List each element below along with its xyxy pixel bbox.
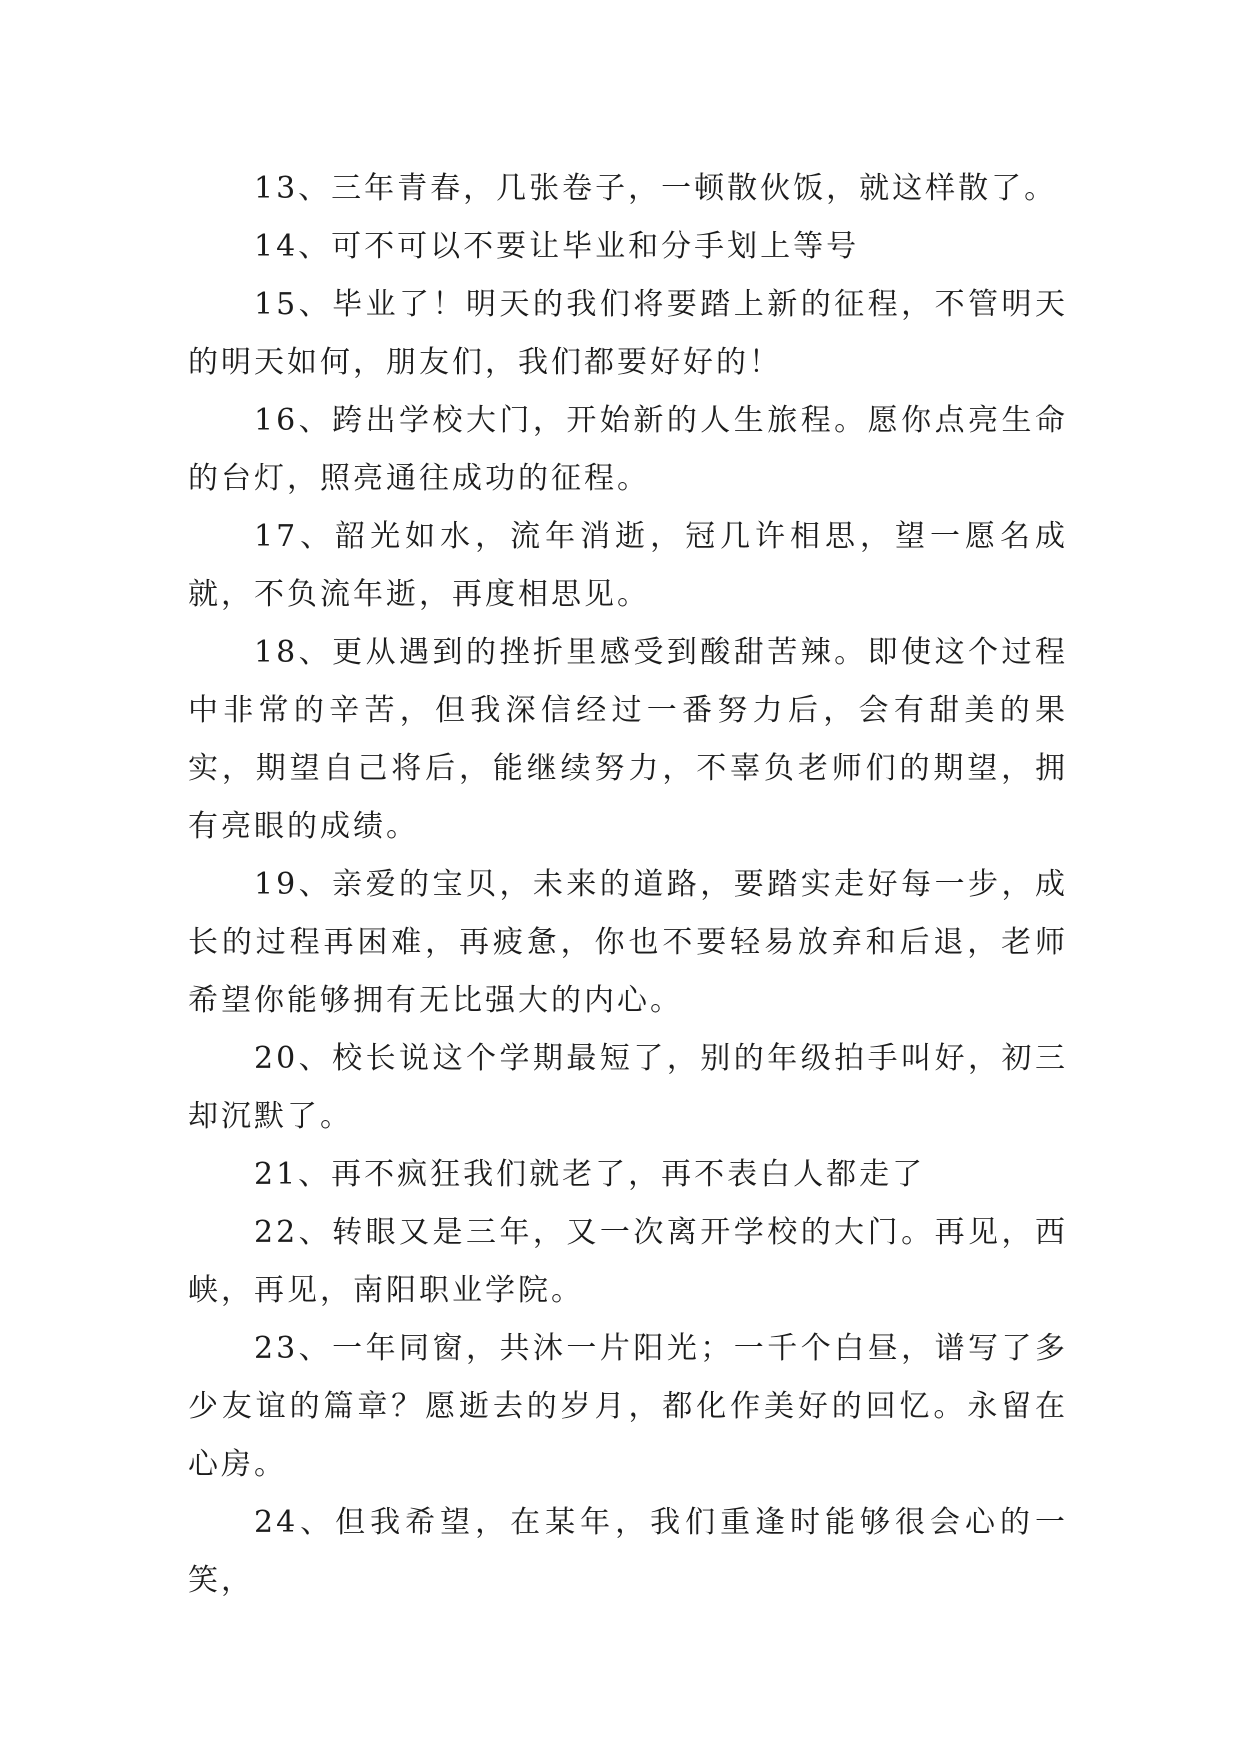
document-body: [188, 160, 1068, 1610]
paragraph-16: 16、跨出学校大门，开始新的人生旅程。愿你点亮生命的台灯，照亮通往成功的征程。: [188, 403, 1068, 496]
paragraph-15: 15、毕业了！明天的我们将要踏上新的征程，不管明天的明天如何，朋友们，我们都要好好的！: [188, 287, 1068, 380]
paragraph-19: 19、亲爱的宝贝，未来的道路，要踏实走好每一步，成长的过程再困难，再疲惫，你也不要轻易放弃和后退，老师希望你能够拥有无比强大的内心。: [188, 867, 1068, 1018]
paragraph-13: 13、三年青春，几张卷子，一顿散伙饭，就这样散了。: [254, 171, 1058, 206]
paragraph-14: 14、可不可以不要让毕业和分手划上等号: [254, 229, 860, 264]
paragraph-23: 23、一年同窗，共沐一片阳光；一千个白昼，谱写了多少友谊的篇章？愿逝去的岁月，都化作美好的回忆。永留在心房。: [188, 1331, 1068, 1482]
paragraph-20: 20、校长说这个学期最短了，别的年级拍手叫好，初三却沉默了。: [188, 1041, 1068, 1134]
paragraph-18: 18、更从遇到的挫折里感受到酸甜苦辣。即使这个过程中非常的辛苦，但我深信经过一番努力后，会有甜美的果实，期望自己将后，能继续努力，不辜负老师们的期望，拥有亮眼的成绩。: [188, 635, 1068, 844]
paragraph-24: 24、但我希望，在某年，我们重逢时能够很会心的一笑，: [188, 1505, 1068, 1598]
paragraph-17: 17、韶光如水，流年消逝，冠几许相思，望一愿名成就，不负流年逝，再度相思见。: [188, 519, 1068, 612]
paragraph-21: 21、再不疯狂我们就老了，再不表白人都走了: [254, 1157, 926, 1192]
paragraph-22: 22、转眼又是三年，又一次离开学校的大门。再见，西峡，再见，南阳职业学院。: [188, 1215, 1068, 1308]
